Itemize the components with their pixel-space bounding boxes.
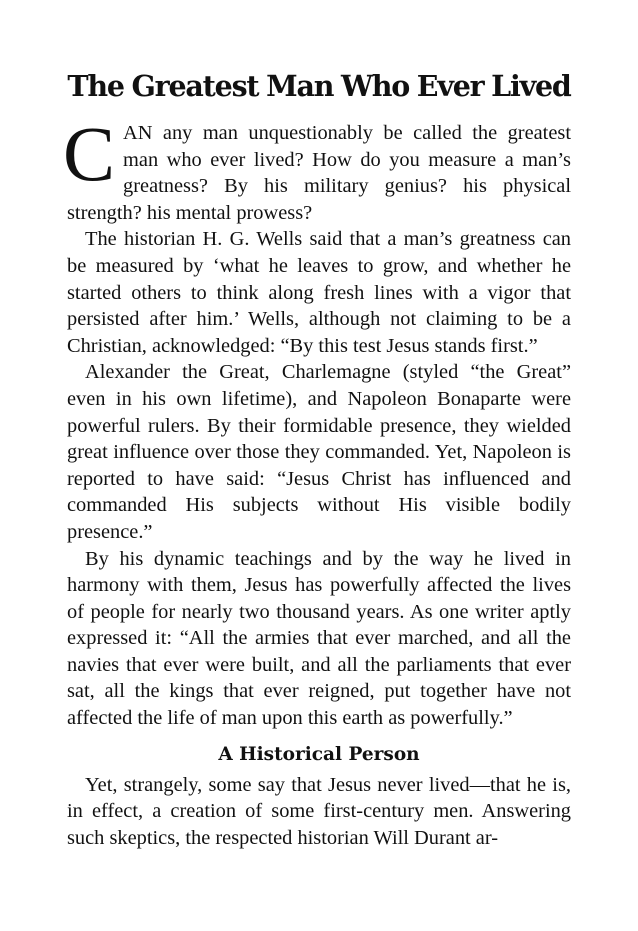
paragraph-wells: The historian H. G. Wells said that a man’s greatness can be measured by ‘what he leaves to grow, and whether he started others to think along fresh lines with a vigor that persisted after him.’ Wells, although not claiming to be a Christian, acknowledged: “By this test Jesus stands first.” [67,228,571,357]
article-page [63,66,571,851]
paragraph-rulers: Alexander the Great, Charlemagne (styled “the Great” even in his own lifetime), and Napoleon Bonaparte were powerful rulers. By their formidable presence, they wielded great influence over those they commanded. Yet, Napoleon is reported to have said: “Jesus Christ has influenced and commanded His subjects without His visible bodily presence.” [67,361,571,543]
intro-text: AN any man unquestionably be called the greatest man who ever lived? How do you measure a man’s greatness? By his military genius? his physical strength? his mental prowess? [67,122,571,224]
article-body [63,110,571,851]
section-heading: A Historical Person [218,743,420,765]
article-title: The Greatest Man Who Ever Lived [67,69,571,103]
drop-cap: C [63,110,116,197]
paragraph-historical: Yet, strangely, some say that Jesus never lived—that he is, in effect, a creation of some first-century men. Answering such skeptics, the respected historian Will Durant ar- [67,773,571,849]
paragraph-influence: By his dynamic teachings and by the way he lived in harmony with them, Jesus has powerfully affected the lives of people for nearly two thousand years. As one writer aptly expressed it: “All the armies that ever marched, and all the navies that ever were built, and all the parliaments that ever sat, all the kings that ever reigned, put together have not affected the life of man upon this earth as powerfully.” [67,547,571,730]
intro-paragraph [63,110,571,226]
